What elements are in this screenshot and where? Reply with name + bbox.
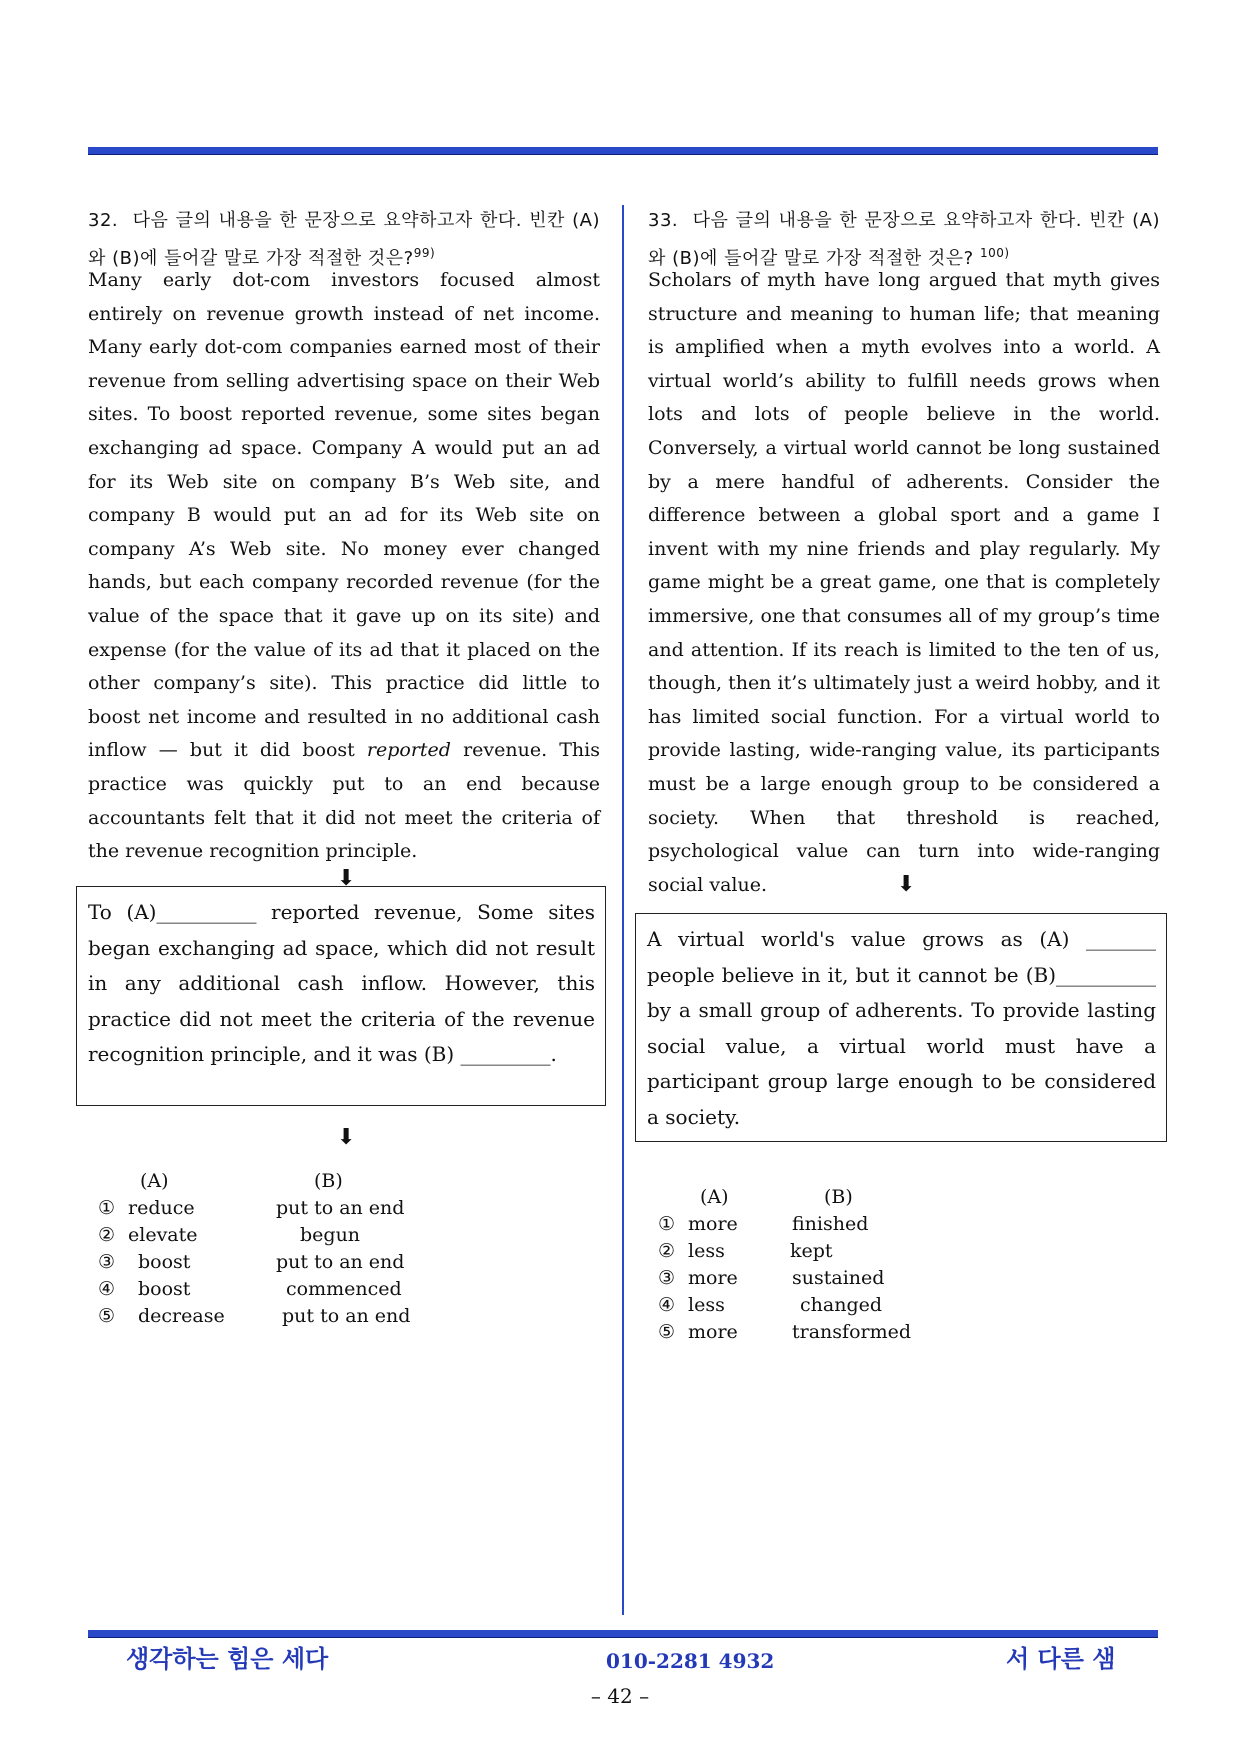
choice-number: ② bbox=[98, 1224, 116, 1246]
q32-footnote: 99) bbox=[413, 246, 436, 260]
choice-number: ① bbox=[98, 1197, 116, 1219]
choice-option-3[interactable]: ③ more sustained bbox=[658, 1265, 998, 1292]
page-number: – 42 – bbox=[590, 1684, 650, 1708]
choice-option-4[interactable]: ④ less changed bbox=[658, 1292, 998, 1319]
q33-summary-text: A virtual world's value grows as (A) _______ people believe in it, but it cannot be (B)__________ by a small group of adherents. To provide lasting social value, a virtual world must have a participant group large enough to be considered a society. bbox=[647, 927, 1156, 1129]
q33-footnote: 100) bbox=[979, 246, 1010, 260]
q32-passage: Many early dot-com investors focused almost entirely on revenue growth instead of net income. Many early dot-com companies earned most of their revenue from selling advertising space on their Web sites. To boost reported revenue, some sites began exchanging ad space. Company A would put an ad for its Web site on company B’s Web site, and company B would put an ad for its Web site on company A’s Web site. No money ever changed hands, but each company recorded revenue (for the value of the space that it gave up on its site) and expense (for the value of its ad that it placed on the other company’s site). This practice did little to boost net income and resulted in no additional cash inflow — but it did boost reported revenue. This practice was quickly put to an end because accountants felt that it did not meet the criteria of the revenue recognition principle. bbox=[88, 269, 600, 863]
q33-choices bbox=[658, 1184, 998, 1346]
choice-option-5[interactable]: ⑤ decrease put to an end bbox=[98, 1303, 458, 1330]
down-arrow-icon: ⬇ bbox=[337, 866, 356, 891]
choice-number: ② bbox=[658, 1240, 676, 1262]
down-arrow-icon: ⬇ bbox=[897, 872, 916, 897]
choice-number: ④ bbox=[658, 1294, 676, 1316]
choices-header: (A) (B) bbox=[140, 1170, 343, 1192]
q33-summary-box bbox=[635, 913, 1167, 1142]
q32-choices bbox=[98, 1168, 458, 1330]
q32-summary-box bbox=[76, 886, 606, 1106]
footer-rule bbox=[88, 1630, 1158, 1638]
choice-number: ③ bbox=[658, 1267, 676, 1289]
choice-option-3[interactable]: ③ boost put to an end bbox=[98, 1249, 458, 1276]
choice-number: ④ bbox=[98, 1278, 116, 1300]
choice-number: ③ bbox=[98, 1251, 116, 1273]
q32-instruction: 다음 글의 내용을 한 문장으로 요약하고자 한다. 빈칸 (A)와 (B)에 들어갈 말로 가장 적절한 것은? bbox=[88, 210, 601, 269]
down-arrow-icon: ⬇ bbox=[337, 1125, 356, 1150]
choice-number: ① bbox=[658, 1213, 676, 1235]
q33-instruction: 다음 글의 내용을 한 문장으로 요약하고자 한다. 빈칸 (A)와 (B)에 들어갈 말로 가장 적절한 것은? bbox=[648, 210, 1161, 269]
q32-summary-text: To (A)__________ reported revenue, Some sites began exchanging ad space, which did not result in any additional cash inflow. However, this practice did not meet the criteria of the revenue recognition principle, and it was (B) _________. bbox=[88, 900, 595, 1066]
choice-option-2[interactable]: ② elevate begun bbox=[98, 1222, 458, 1249]
choice-number: ⑤ bbox=[658, 1321, 676, 1343]
choice-number: ⑤ bbox=[98, 1305, 116, 1327]
choice-option-4[interactable]: ④ boost commenced bbox=[98, 1276, 458, 1303]
choice-option-2[interactable]: ② less kept bbox=[658, 1238, 998, 1265]
q32-italic-word: reported bbox=[366, 739, 451, 762]
q33-number: 33. bbox=[648, 210, 679, 231]
footer-author: 서 다른 샘 bbox=[1006, 1645, 1116, 1673]
choices-header: (A) (B) bbox=[700, 1186, 853, 1208]
q32-number: 32. bbox=[88, 210, 119, 231]
footer-phone: 010-2281 4932 bbox=[606, 1649, 775, 1673]
choice-option-5[interactable]: ⑤ more transformed bbox=[658, 1319, 998, 1346]
q33-passage: Scholars of myth have long argued that myth gives structure and meaning to human life; that meaning is amplified when a myth evolves into a world. A virtual world’s ability to fulfill needs grows when lots and lots of people believe in the world. Conversely, a virtual world cannot be long sustained by a mere handful of adherents. Consider the difference between a global sport and a game I invent with my nine friends and play regularly. My game might be a great game, one that is completely immersive, one that consumes all of my group’s time and attention. If its reach is limited to the ten of us, though, then it’s ultimately just a weird hobby, and it has limited social function. For a virtual world to provide lasting, wide-ranging value, its participants must be a large enough group to be considered a society. When that threshold is reached, psychological value can turn into wide-ranging social value. bbox=[648, 269, 1160, 896]
column-divider bbox=[622, 205, 624, 1615]
choice-option-1[interactable]: ① more finished bbox=[658, 1211, 998, 1238]
header-rule bbox=[88, 147, 1158, 155]
choice-option-1[interactable]: ① reduce put to an end bbox=[98, 1195, 458, 1222]
footer-slogan: 생각하는 힘은 세다 bbox=[126, 1645, 329, 1673]
